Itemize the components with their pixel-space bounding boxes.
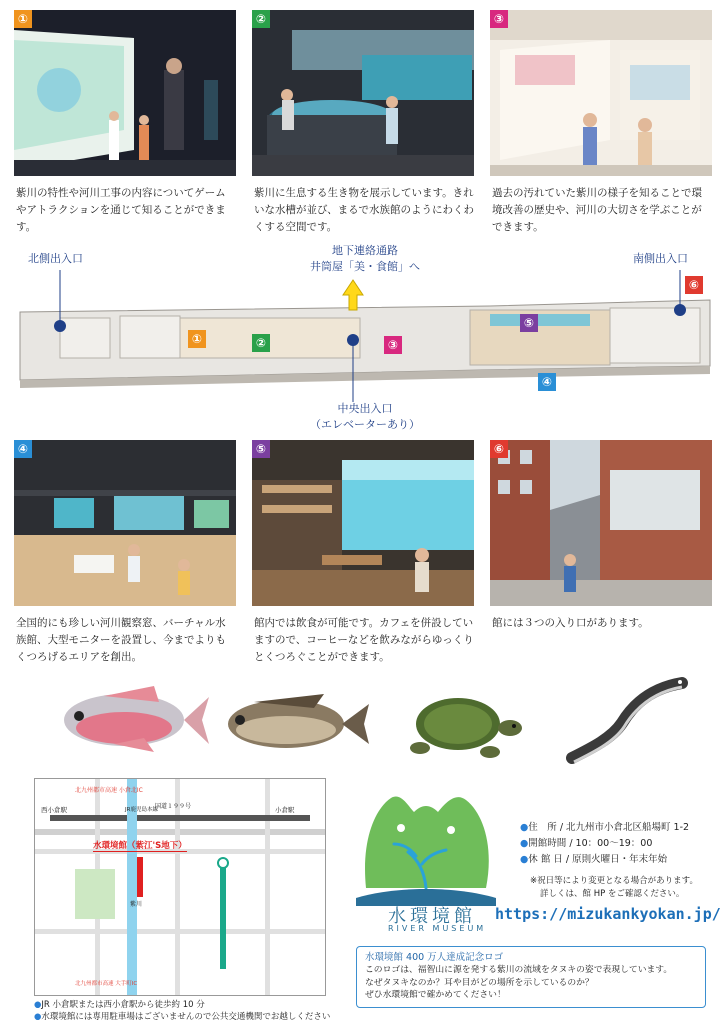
info-note-1: ※祝日等により変更となる場合があります。 (530, 876, 698, 886)
south-entrance-label: 南側出入口 (633, 252, 688, 265)
website-link[interactable]: https://mizukankyokan.jp/ (495, 905, 721, 923)
closed-days: 休 館 日 / 原則火曜日・年末年始 (528, 854, 668, 865)
logo-description-box (356, 946, 706, 1008)
map-marker-5: ⑤ (520, 314, 538, 332)
museum-map-label: 水環境館（紫江'S地下） (93, 841, 187, 851)
floor-map (0, 270, 723, 405)
panel-1-photo (14, 10, 236, 176)
panel-5-caption: 館内では飲食が可能です。カフェを併設していますので、コーヒーなどを飲みながらゆっくりとくつろぐことができます。 (254, 617, 474, 663)
panel-5-number: ⑤ (252, 440, 270, 458)
center-entrance-dot (347, 334, 359, 346)
expressway-south-label: 北九州都市高速 大手町IC (75, 981, 138, 987)
west-station-label: 西小倉駅 (41, 806, 67, 814)
logo-box-line-1: このロゴは、福智山に源を発する紫川の流域をタヌキの姿で表現しています。 (365, 965, 673, 975)
route-label: 国道１９９号 (155, 803, 192, 810)
eel-illustration (562, 668, 692, 773)
underground-line-1: 地下連絡通路 (332, 244, 398, 257)
panel-2-caption: 紫川に生息する生き物を展示しています。きれいな水槽が並び、まるで水族館のようにわくわくする空間です。 (254, 187, 474, 233)
map-marker-4: ④ (538, 373, 556, 391)
underground-line-2: 井筒屋「美・食館」へ (310, 260, 420, 273)
access-note-2: 水環境館には専用駐車場はございませんので公共交通機関でお越しください (41, 1012, 331, 1022)
map-marker-2: ② (252, 334, 270, 352)
address: 住 所 / 北九州市小倉北区船場町 1-2 (528, 822, 690, 833)
access-map (34, 778, 326, 996)
north-entrance-dot (54, 320, 66, 332)
map-marker-6: ⑥ (685, 276, 703, 294)
panel-2-number: ② (252, 10, 270, 28)
panel-4-number: ④ (14, 440, 32, 458)
museum-info: ●住 所 / 北九州市小倉北区船場町 1-2 ●開館時間 / 10：00～19：00 ●休 館 日 / 原則火曜日・年末年始 (520, 822, 690, 865)
center-line-2: （エレベーターあり） (310, 418, 420, 431)
opening-hours: 開館時間 / 10：00～19：00 (528, 838, 653, 849)
info-note-2: 詳しくは、館 HP をご確認ください。 (540, 889, 685, 899)
panel-6-photo (490, 440, 712, 606)
turtle-illustration (390, 684, 525, 764)
map-marker-1: ① (188, 330, 206, 348)
panel-1-number: ① (14, 10, 32, 28)
river-label: 紫川 (130, 901, 143, 908)
center-line-1: 中央出入口 (337, 402, 393, 415)
panel-5-photo (252, 440, 474, 606)
logo-box-line-3: ぜひ水環境館で確かめてください！ (365, 990, 506, 1000)
access-notes: ●JR 小倉駅または西小倉駅から徒歩約 10 分 ●水環境館には専用駐車場はございませんので公共交通機関でお越しください (34, 1000, 331, 1022)
map-marker-3: ③ (384, 336, 402, 354)
logo-box-line-2: なぜタヌキなのか？耳や目がどの場所を示しているのか？ (365, 977, 594, 988)
panel-6-number: ⑥ (490, 440, 508, 458)
railway-label: JR鹿児島本線 (125, 807, 158, 813)
south-entrance-dot (674, 304, 686, 316)
panel-3-photo (490, 10, 712, 176)
panel-3-caption: 過去の汚れていた紫川の様子を知ることで環境改善の歴史や、河川の大切さを学ぶことができます。 (492, 187, 702, 233)
panel-4-photo (14, 440, 236, 606)
panel-1-caption: 紫川の特性や河川工事の内容についてゲームやアトラクションを通じて知ることができます。 (16, 187, 226, 233)
north-entrance-label: 北側出入口 (28, 252, 83, 265)
up-arrow-icon (343, 280, 363, 310)
panel-4-caption: 全国的にも珍しい河川観察窓、バーチャル水族館、大型モニターを設置し、今までよりもくつろげるエリアを創出。 (16, 617, 226, 663)
info-note (530, 875, 720, 901)
expressway-north-label: 北九州都市高速 小倉北IC (75, 787, 143, 794)
panel-3-number: ③ (490, 10, 508, 28)
logo-title: 水環境館 (388, 906, 476, 927)
logo-subtitle: RIVER MUSEUM (388, 924, 487, 933)
logo-box-title: 水環境館 400 万人達成記念ロゴ (365, 952, 504, 963)
panel-2-photo (252, 10, 474, 176)
panel-6-caption: 館には３つの入り口があります。 (492, 617, 649, 629)
access-note-1: JR 小倉駅または西小倉駅から徒歩約 10 分 (41, 1000, 205, 1010)
east-station-label: 小倉駅 (275, 806, 295, 814)
rosy-bitterling-illustration (44, 672, 209, 767)
seabass-illustration (214, 684, 369, 764)
